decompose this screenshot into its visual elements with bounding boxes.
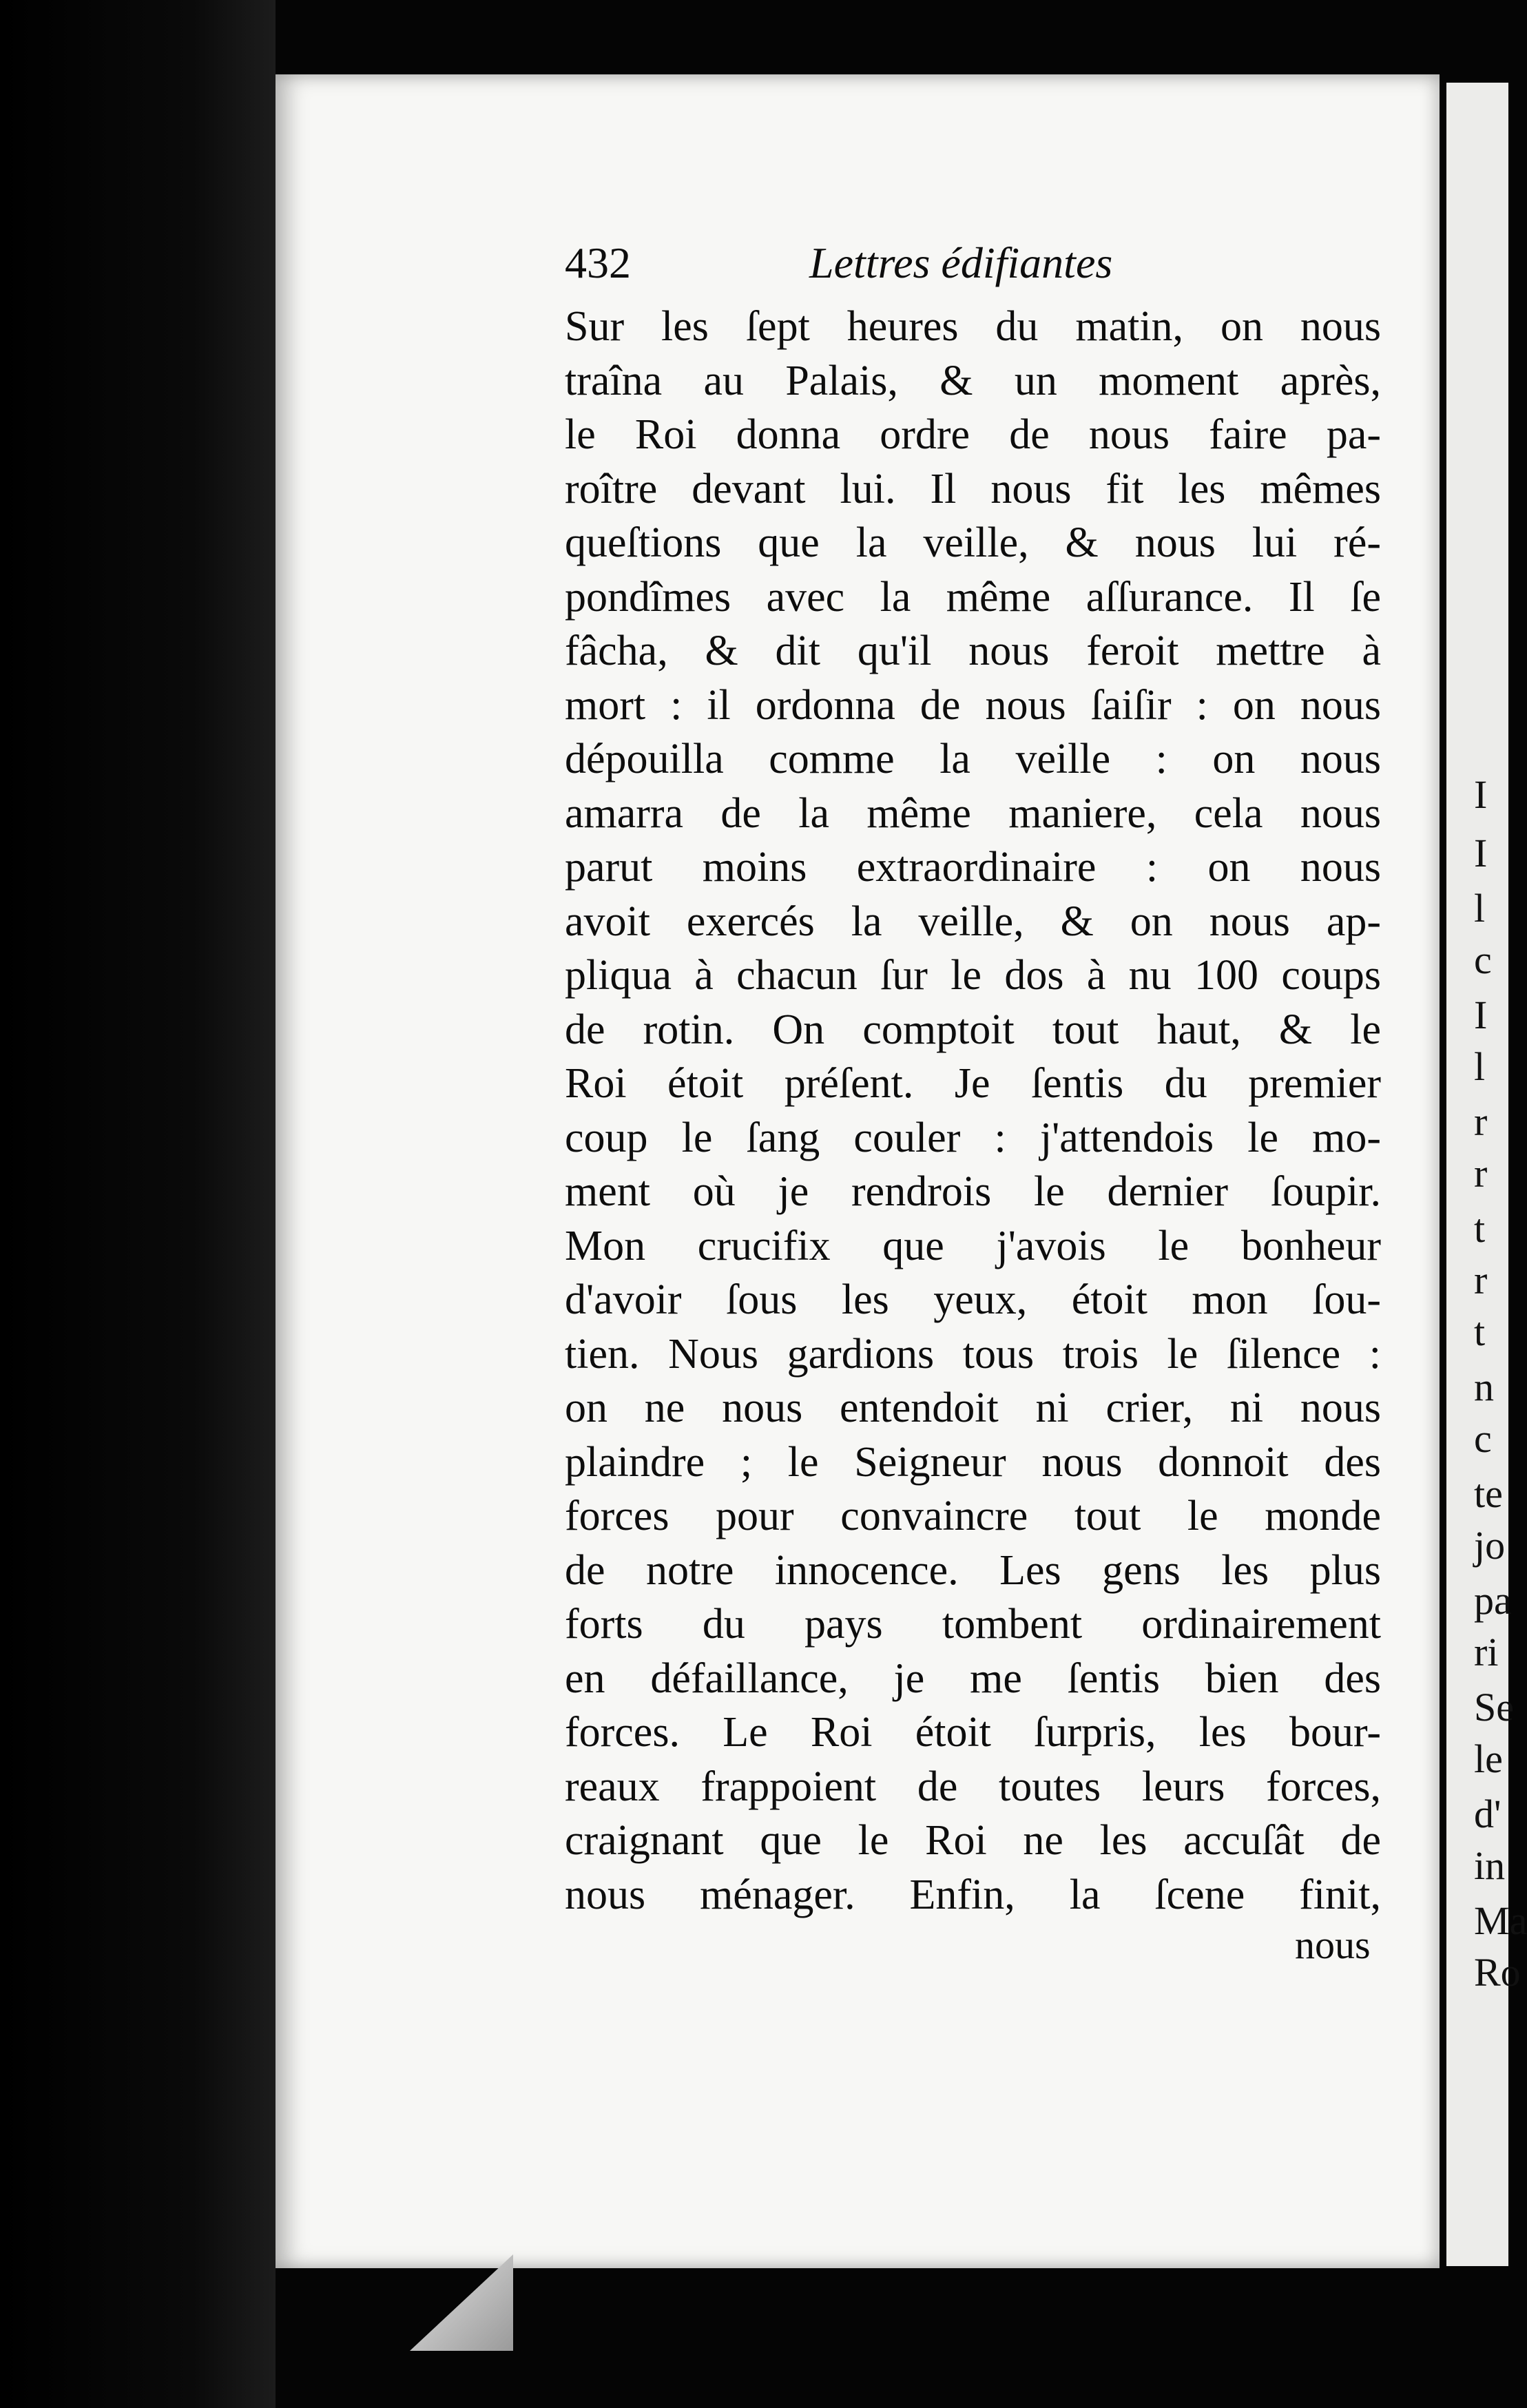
text-line: Roi étoit préſent. Je ſentis du premier	[565, 1060, 1381, 1107]
facing-page-fragment: Se	[1474, 1685, 1514, 1730]
facing-page-fragment: d'	[1474, 1792, 1502, 1836]
text-line: nous ménager. Enfin, la ſcene finit,	[565, 1871, 1381, 1918]
text-line: de notre innocence. Les gens les plus	[565, 1546, 1381, 1594]
facing-page-fragment: ri	[1474, 1630, 1499, 1674]
running-header	[565, 238, 1378, 300]
facing-page-fragment: r	[1474, 1258, 1488, 1302]
facing-page-fragment: I	[1474, 772, 1488, 817]
text-line: Sur les ſept heures du matin, on nous	[565, 303, 1381, 350]
text-line: forts du pays tombent ordinairement	[565, 1601, 1381, 1648]
text-line: avoit exercés la veille, & on nous ap-	[565, 897, 1381, 945]
text-line: plaindre ; le Seigneur nous donnoit des	[565, 1438, 1381, 1486]
facing-page-fragment: l	[1474, 886, 1486, 931]
facing-page-fragment: l	[1474, 1044, 1486, 1089]
body-text	[565, 300, 1381, 1922]
text-line: parut moins extraordinaire : on nous	[565, 844, 1381, 891]
facing-page-fragment: I	[1474, 831, 1488, 875]
facing-page-fragment: le	[1474, 1736, 1503, 1781]
text-line: en défaillance, je me ſentis bien des	[565, 1654, 1381, 1702]
text-line: reaux frappoient de toutes leurs forces,	[565, 1763, 1381, 1810]
facing-page-fragment: Ro	[1474, 1950, 1521, 1995]
text-line: fâcha, & dit qu'il nous feroit mettre à	[565, 627, 1381, 674]
text-line: tien. Nous gardions tous trois le ſilence :	[565, 1330, 1381, 1378]
facing-page-edge	[1446, 83, 1527, 2266]
text-line: mort : il ordonna de nous ſaiſir : on nous	[565, 681, 1381, 729]
text-line: coup le ſang couler : j'attendois le mo-	[565, 1114, 1381, 1161]
running-title: Lettres édifiantes	[809, 238, 1113, 287]
text-line: roître devant lui. Il nous fit les mêmes	[565, 465, 1381, 512]
text-line: d'avoir ſous les yeux, étoit mon ſou-	[565, 1276, 1381, 1323]
text-line: le Roi donna ordre de nous faire pa-	[565, 411, 1381, 458]
text-line: amarra de la même maniere, cela nous	[565, 789, 1381, 837]
text-line: pliqua à chacun ſur le dos à nu 100 coups	[565, 952, 1381, 999]
facing-page-fragment: r	[1474, 1151, 1488, 1196]
text-line: ment où je rendrois le dernier ſoupir.	[565, 1168, 1381, 1215]
facing-page-fragment: jo	[1474, 1523, 1506, 1568]
facing-page-fragment: te	[1474, 1471, 1503, 1516]
book-gutter-shadow	[0, 0, 276, 2408]
catchword: nous	[1295, 1922, 1371, 1967]
text-line: dépouilla comme la veille : on nous	[565, 736, 1381, 782]
text-line: Mon crucifix que j'avois le bonheur	[565, 1222, 1381, 1269]
facing-page-fragment: c	[1474, 1416, 1492, 1461]
facing-page-fragment: t	[1474, 1309, 1486, 1354]
page-number: 432	[565, 238, 631, 287]
text-line: on ne nous entendoit ni crier, ni nous	[565, 1384, 1381, 1431]
facing-page-fragment: Ma	[1474, 1898, 1527, 1943]
page-corner-fold	[410, 2254, 513, 2351]
facing-page-fragment: t	[1474, 1206, 1486, 1251]
facing-page-fragment: pa	[1474, 1578, 1512, 1623]
facing-page-fragment: n	[1474, 1364, 1494, 1409]
text-line: queſtions que la veille, & nous lui ré-	[565, 519, 1381, 566]
facing-page-fragment: in	[1474, 1843, 1506, 1888]
text-line: traîna au Palais, & un moment après,	[565, 357, 1381, 404]
facing-page-fragment: I	[1474, 993, 1488, 1037]
facing-page-fragment: r	[1474, 1099, 1488, 1144]
text-line: craignant que le Roi ne les accuſât de	[565, 1817, 1381, 1864]
text-line: forces pour convaincre tout le monde	[565, 1493, 1381, 1539]
text-line: forces. Le Roi étoit ſurpris, les bour-	[565, 1709, 1381, 1756]
text-line: de rotin. On comptoit tout haut, & le	[565, 1006, 1381, 1053]
facing-page-fragment: c	[1474, 937, 1492, 982]
text-line: pondîmes avec la même aſſurance. Il ſe	[565, 573, 1381, 621]
